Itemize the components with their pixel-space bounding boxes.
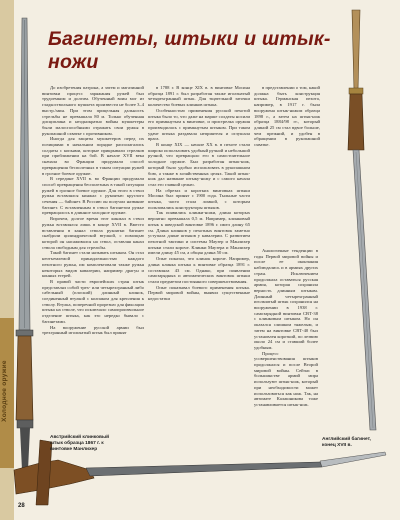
paragraph: В середине XVII в. во Франции придумали способ превращения бесполезных в такой ситуации ружей в грозное боевое оружие. Для этого в ствол ружья вставлялся кинжал с рукоятью круглого сечения — байонет. В Россию он получил название багинет. С вставленным в ствол багинетом ружье превращалось в длинное холодное оружие. (42, 176, 144, 216)
text-column-1 (42, 85, 144, 420)
paragraph: Впрочем, долгое время этот кинжал в ствол ружья вставлялся лишь в конце XVII в. Вместо вставления в канал ствола рукоятки багинет снабдили цилиндрической втулкой, с помощью которой он насаживался на ствол, оставляя канал ствола свободным для стрельбы. (42, 216, 144, 250)
paragraph: На вооружение русской армии был трехгранный игольчатый штык был принят (42, 324, 144, 336)
text-column-3-lower (254, 248, 318, 488)
section-label: Холодное оружие (1, 360, 8, 422)
paragraph: Такой багинет стали называть штыком. Он стал неотъемлемой принадлежностью каждого пехотного ружья, им комплектовали также ружья некоторых видов кавалерии, например драгун и конных егерей. (42, 250, 144, 279)
paragraph: Опыт показал, что клинок короче. Например, длина клинка штыка к винтовке образца 1891 г. составляла 43 см. Однако, при появлении самозарядных и автоматических винтовок штыки стали предметом постоянного совершенствования. (148, 256, 250, 284)
paragraph: В конце XIX — начале XX в. в пехоте стали широко использовать удобный ручной и небольшой ручной, что превращало его в самостоятельное холодное оружие. Был разработан штык-нож, который было удобно использовать в рукопашном бою, а также в хозяйственных целях. Такой штык-нож дал название штыку-ножу и с самого начала стал его главной целью. (148, 142, 250, 187)
paragraph: в представлении о том, какой должна быть конструкция штыка. Германская пехота, например, в 1917 г. была вооружена штык-ножом образца 1898 г., а затем на штык-нож образца 1884/98 гг., который длиной 25 см стал вдвое больше, чем прежний, и удобен в обращении в рукопашной схватке. (254, 85, 320, 148)
left-bayonet-blade (16, 18, 33, 470)
paragraph: Опыт показывал боевого применения штыка. Первой мировой войны, выявил существенные недостатки (148, 284, 250, 302)
paragraph: Процесс усовершенствования штыков продолжался и после Второй мировой войны. Сейчас в большинстве армий мира используют штык-нож, который при необходимости может использоваться как нож. Так, на автомате Калашникова тоже устанавливается штык-нож. (254, 350, 318, 407)
paragraph: Аналогичные тенденции в годы Первой мировой войны и после ее окончания наблюдались и в армиях других стран. Исключением продолжала оставаться русская армия, которая сохранила верность длинным штыкам. Длинный четырехгранный игольчатый штык сохранился на вооружении в 1938 г. самозарядной винтовки СВТ-38 с клинковым штыком. Но он оказался слишком тяжелым, и затем на винтовке СВТ-40 был установлен короткий, по лезвию около 24 см и ставший более удобным. (254, 248, 318, 350)
paragraph: До изобретения патрона, а затем и магазинной винтовки процесс заряжания ружей был трудоемким и долгим. Обученный воин мог из гладкоствольного мушкета произвести не более 3–4 выстр./мин. При этом прицельная дальность стрельбы не превышала 80 м. Только обученная дисциплина и неоднократно войны мушкетеры были малоспособными отражать свои ружья в рукопашной схватке с противником. (42, 85, 144, 136)
page-title: Багинеты, штыки и штык-ножи (48, 28, 331, 73)
paragraph: Особенностью применения русской пехотой штыка было то, что даже на марше солдаты носили его примкнутым к винтовке, и пристрелка оружия производилась с примкнутым штыком. При таком удаче штыка раздавала неприятеля и оглушала врага. (148, 107, 250, 142)
right-bayonet-illustration (348, 10, 376, 430)
paragraph: В правой части европейских стран штык представлял собой трех- или четырехгранный либо сабельный (плоский) длинный клинок, соединенный втулкой с колпаком для крепления к стволу. Втулка, поперечной прорезью для фиксации штыка на стволе, что исключало самопроизвольное отделение штыка, как это нередко бывало с багинетами. (42, 278, 144, 324)
paragraph: Иногда для защиты мушкетеров перед их позициями в начальном порядке располагались солдаты с копьями, которые прикрывали стрелков при приближении на бой. В начале XVII века сначала во Франции придумали способ превращения бесполезных в таком ситуации ружей в грозное боевое оружие. (42, 136, 144, 176)
text-column-2 (148, 85, 250, 485)
paragraph: На обрезах и коротких винтовках штыки Мосина был принят с 1900 года. Тыльные части штыка, часто стала ломкой, с которым пользовались конструкторы штыков. (148, 187, 250, 210)
caption-english-bayonet: Английский багинет, конец XVII в. (322, 437, 371, 448)
page-number: 28 (18, 503, 25, 509)
paragraph: в 1788 г. В конце XIX в. в винтовке Мосина образца 1891 г. был разработан также игольчатый четырехгранный штык. Для тщательной заточки количество боевых клинков штыка. (148, 85, 250, 108)
caption-rifle-bayonet: Австрийский клинковый штык образца 1867 г. к винтовке Манлихер (50, 435, 110, 452)
paragraph: Так появились клинки-ножи, длина которых вероятно превышала 0,5 м. Например, клинковый штык к шведской винтовке 1896 г. имел длину 65 см. Длина клинков у пехотных винтовок заметно уступала длине штыков у кавалерии. С развитием пехотной тактики и системы Маузер и Манлихер штыки стали короче. Клинки Маузера и Манлихер имели длину 45 см, а общая длина 50 см. (148, 210, 250, 256)
